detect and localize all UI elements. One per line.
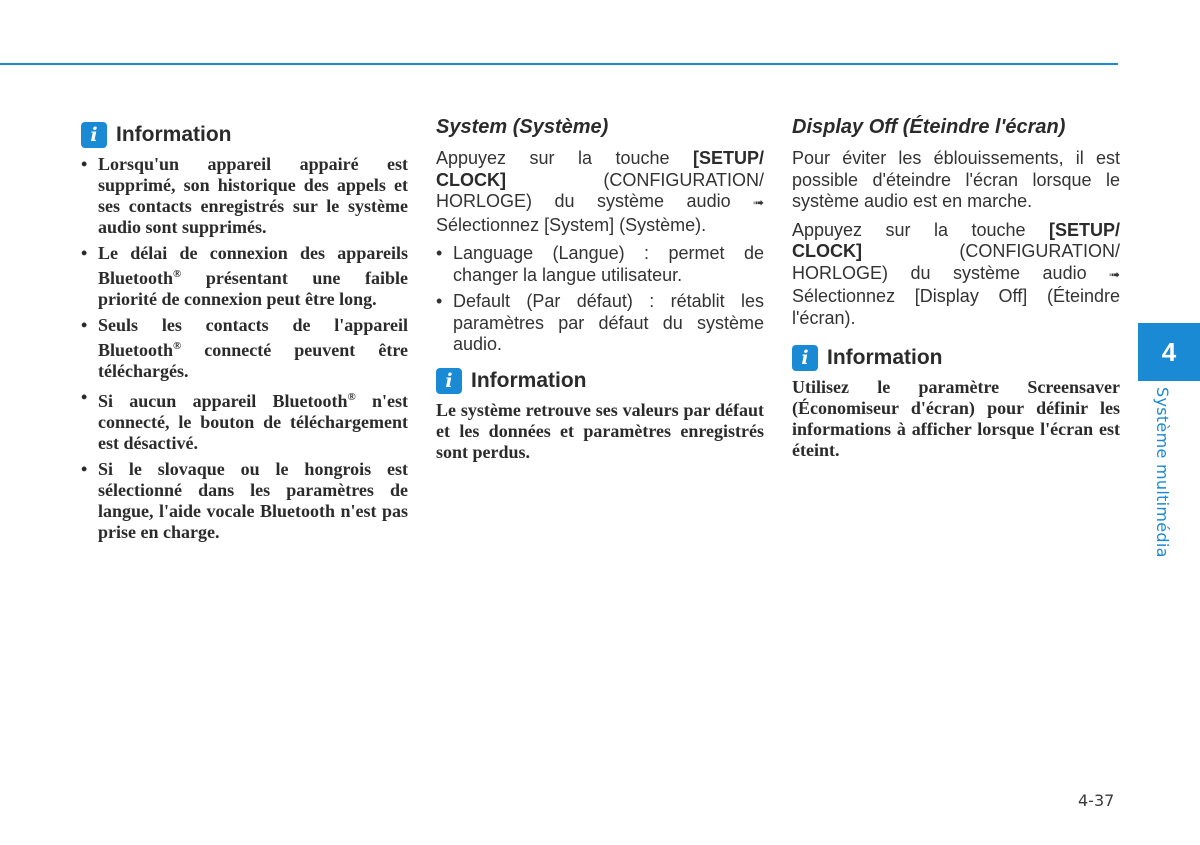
info-text: Utilisez le paramètre Screensaver (Économiseur d'écran) pour définir les informations à afficher lorsque l'écran est éteint.: [792, 377, 1120, 460]
instruction-paragraph: Appuyez sur la touche [SETUP/ CLOCK] (CONFIGURATION/ HORLOGE) du système audio ➟ Sélectionnez [Display Off] (Éteindre l'écran).: [792, 219, 1120, 328]
list-item: • Seuls les contacts de l'appareil Bluetooth® connecté peuvent être téléchargés.: [81, 315, 408, 382]
page-number: 4-37: [1078, 791, 1115, 810]
info-header: [436, 368, 764, 394]
info-list: [81, 154, 408, 543]
list-item: • Language (Langue) : permet de changer la langue utilisateur.: [436, 243, 764, 286]
info-header: [81, 122, 408, 148]
info-title: Information: [471, 368, 587, 392]
list-item: • Lorsqu'un appareil appairé est supprimé, son historique des appels et ses contacts enregistrés sur le système audio sont supprimés.: [81, 154, 408, 238]
options-list: [436, 243, 764, 356]
chapter-label: Système multimédia: [1153, 387, 1172, 558]
section-title: Display Off (Éteindre l'écran): [792, 116, 1066, 138]
list-item: • Si aucun appareil Bluetooth® n'est connecté, le bouton de téléchargement est désactivé.: [81, 387, 408, 454]
arrow-icon: ➟: [1109, 267, 1120, 283]
list-item: • Default (Par défaut) : rétablit les paramètres par défaut du système audio.: [436, 291, 764, 356]
column-left: [81, 114, 408, 548]
info-icon: i: [81, 122, 107, 148]
description-paragraph: Pour éviter les éblouissements, il est possible d'éteindre l'écran lorsque le système audio est en marche.: [792, 148, 1120, 211]
info-icon: i: [436, 368, 462, 394]
info-icon: i: [792, 345, 818, 371]
list-item: • Le délai de connexion des appareils Bluetooth® présentant une faible priorité de connexion peut être long.: [81, 243, 408, 310]
info-title: Information: [827, 346, 943, 369]
top-rule: [0, 63, 1118, 65]
column-right: [792, 114, 1120, 461]
arrow-icon: ➟: [753, 196, 764, 211]
column-middle: [436, 114, 764, 463]
chapter-tab: 4: [1138, 323, 1200, 381]
info-header: [792, 345, 1120, 371]
info-title: Information: [116, 123, 232, 146]
info-text: Le système retrouve ses valeurs par défaut et les données et paramètres enregistrés sont perdus.: [436, 399, 764, 462]
section-title: System (Système): [436, 116, 609, 138]
list-item: • Si le slovaque ou le hongrois est sélectionné dans les paramètres de langue, l'aide vocale Bluetooth n'est pas prise en charge.: [81, 459, 408, 543]
instruction-paragraph: Appuyez sur la touche [SETUP/ CLOCK] (CONFIGURATION/ HORLOGE) du système audio ➟ Sélectionnez [System] (Système).: [436, 148, 764, 235]
